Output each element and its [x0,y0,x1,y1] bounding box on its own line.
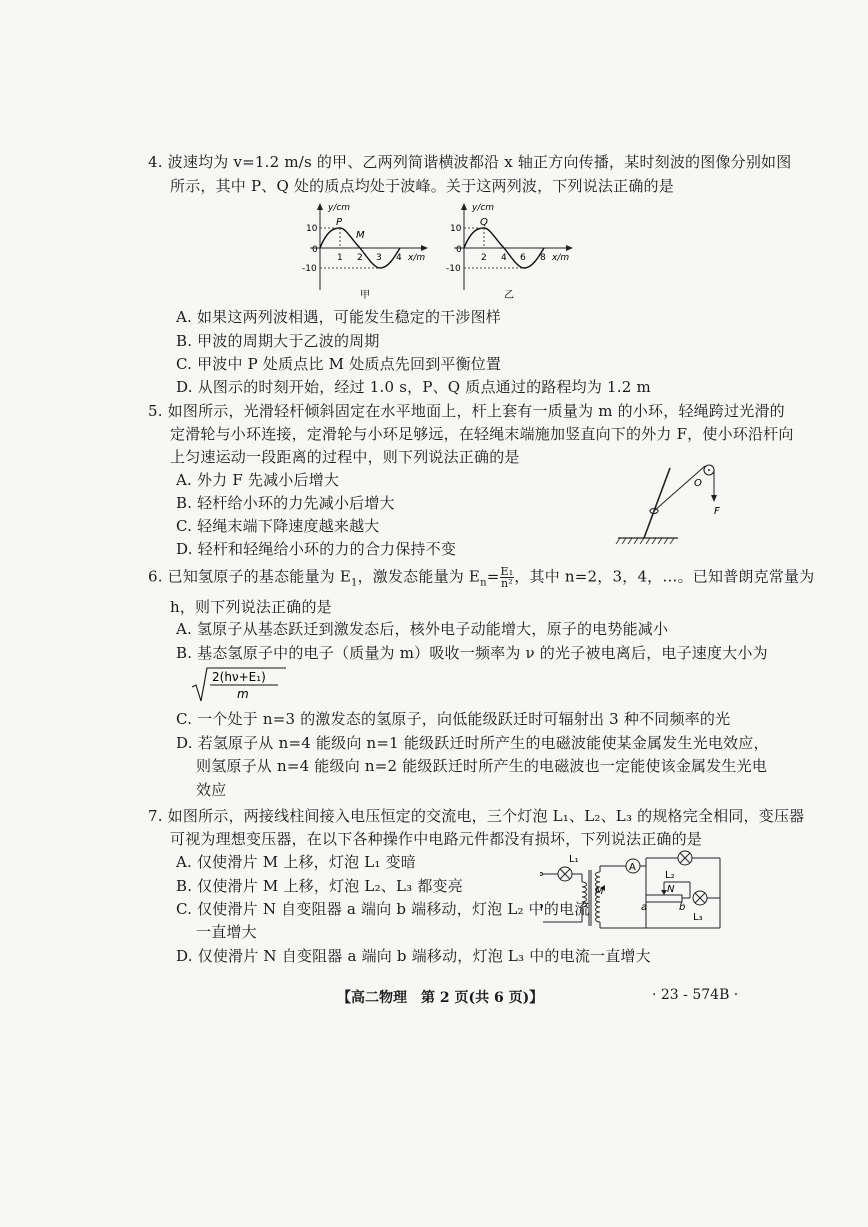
q5-option-d: D. 轻杆和轻绳给小环的力的合力保持不变 [176,540,457,558]
q4-yi-ylabel: y/cm [472,203,495,213]
page-footer-center: 【高二物理 第 2 页(共 6 页)】 [337,990,544,1006]
q4-jia-ylabel: y/cm [328,203,351,213]
q4-jia-ytick-10: 10 [306,224,318,234]
q4-jia-xtick-3: 3 [376,253,382,263]
q7-option-d: D. 仅使滑片 N 自变阻器 a 端向 b 端移动，灯泡 L₃ 中的电流一直增大 [176,947,651,965]
q6-frac-num: E₁ [500,565,514,578]
q5-option-b: B. 轻杆给小环的力先减小后增大 [176,494,395,512]
q7-label-L3: L₃ [693,912,703,923]
q5-rod-pulley-figure [608,460,728,550]
q7-label-L1: L₁ [569,854,579,865]
q5-stem-line3: 上匀速运动一段距离的过程中，则下列说法正确的是 [170,448,520,466]
q6-stem-line1 [148,566,814,594]
q7-option-c-line2: 一直增大 [196,923,257,941]
q6-sqrt-num: 2(hν+E₁) [212,670,266,684]
q4-option-c: C. 甲波中 P 处质点比 M 处质点先回到平衡位置 [176,355,502,373]
q4-jia-xlabel: x/m [408,253,426,263]
page-footer-code: · 23 - 574B · [652,987,739,1003]
q6-stem-line2: h，则下列说法正确的是 [170,598,332,616]
q6-line1-part-d: ，其中 n=2，3，4，…。已知普朗克常量为 [514,567,815,586]
q4-yi-xtick-8: 8 [540,253,546,263]
q6-option-c: C. 一个处于 n=3 的激发态的氢原子，向低能级跃迁时可辐射出 3 种不同频率的光 [176,710,731,728]
q4-option-a: A. 如果这两列波相遇，可能发生稳定的干涉图样 [176,308,501,326]
q4-yi-peak-label: Q [480,217,488,228]
q7-option-c-line1: C. 仅使滑片 N 自变阻器 a 端向 b 端移动，灯泡 L₂ 中的电流 [176,900,590,918]
q5-stem-line1: 5. 如图所示，光滑轻杆倾斜固定在水平地面上，杆上套有一质量为 m 的小环，轻绳跨过光滑的 [148,402,785,420]
q4-jia-point-label: M [356,230,365,241]
q4-yi-caption: 乙 [504,290,514,300]
q4-yi-xlabel: x/m [552,253,570,263]
q4-graph-yi [442,200,582,300]
q7-label-M: M [595,886,604,897]
q4-yi-xtick-6: 6 [520,253,526,263]
q7-label-a: a [641,902,648,913]
q4-graph-jia [300,200,440,300]
q4-jia-caption: 甲 [360,290,370,300]
q6-line1-part-a: 6. 已知氢原子的基态能量为 E [148,567,351,586]
q6-option-b: B. 基态氢原子中的电子（质量为 m）吸收一频率为 ν 的光子被电离后，电子速度大小为 [176,644,768,662]
q6-option-d-line3: 效应 [196,781,227,799]
q4-jia-ytick-neg10: -10 [302,264,317,274]
q6-line1-subn: n [480,577,487,589]
q7-option-a: A. 仅使滑片 M 上移，灯泡 L₁ 变暗 [176,853,416,871]
q7-option-b: B. 仅使滑片 M 上移，灯泡 L₂、L₃ 都变亮 [176,877,463,895]
q6-energy-fraction [500,566,515,589]
q6-sqrt-expression [190,665,290,709]
q4-yi-xtick-2: 2 [481,253,487,263]
q6-option-d-line2: 则氢原子从 n=4 能级向 n=2 能级跃迁时所产生的电磁波也一定能使该金属发生光电 [196,757,768,775]
q4-jia-xtick-1: 1 [337,253,343,263]
q4-jia-xtick-2: 2 [357,253,363,263]
q4-yi-xtick-4: 4 [501,253,507,263]
q7-label-A: A [629,862,636,873]
q6-sqrt-den: m [237,687,249,701]
q6-line1-part-b: ，激发态能量为 E [357,567,481,586]
q6-frac-den: n² [500,577,513,590]
q7-label-L2: L₂ [665,870,675,881]
q4-option-b: B. 甲波的周期大于乙波的周期 [176,332,380,350]
q5-pulley-label: O [694,478,702,489]
q5-force-label: F [714,506,720,517]
q4-yi-ytick-neg10: -10 [446,264,461,274]
q4-yi-ytick-0: 0 [456,245,462,255]
q5-stem-line2: 定滑轮与小环连接，定滑轮与小环足够远，在轻绳末端施加竖直向下的外力 F，使小环沿杆向 [170,425,794,443]
q4-yi-ytick-10: 10 [450,224,462,234]
q4-stem-line2: 所示，其中 P、Q 处的质点均处于波峰。关于这两列波，下列说法正确的是 [170,177,674,195]
q5-option-c: C. 轻绳末端下降速度越来越大 [176,517,380,535]
q6-sqrt-symbol [190,665,290,705]
q6-line1-sub1: 1 [351,577,358,589]
q4-jia-xtick-4: 4 [396,253,402,263]
q6-option-a: A. 氢原子从基态跃迁到激发态后，核外电子动能增大，原子的电势能减小 [176,620,669,638]
q5-option-a: A. 外力 F 先减小后增大 [176,471,340,489]
q7-label-b: b [679,902,686,913]
q4-stem-line1: 4. 波速均为 v=1.2 m/s 的甲、乙两列简谐横波都沿 x 轴正方向传播，某时刻波的图像分别如图 [148,153,792,171]
q6-line1-part-c: = [486,567,500,586]
q7-stem-line1: 7. 如图所示，两接线柱间接入电压恒定的交流电，三个灯泡 L₁、L₂、L₃ 的规格完全相同，变压器 [148,807,805,825]
q4-option-d: D. 从图示的时刻开始，经过 1.0 s，P、Q 质点通过的路程均为 1.2 m [176,378,651,396]
q4-jia-ytick-0: 0 [312,245,318,255]
q4-jia-peak-label: P [336,217,343,228]
q7-circuit-figure [540,848,730,930]
q6-option-d-line1: D. 若氢原子从 n=4 能级向 n=1 能级跃迁时所产生的电磁波能使某金属发生光电效应， [176,734,769,752]
q7-label-N: N [667,884,675,895]
q7-stem-line2: 可视为理想变压器，在以下各种操作中电路元件都没有损坏，下列说法正确的是 [170,830,703,848]
